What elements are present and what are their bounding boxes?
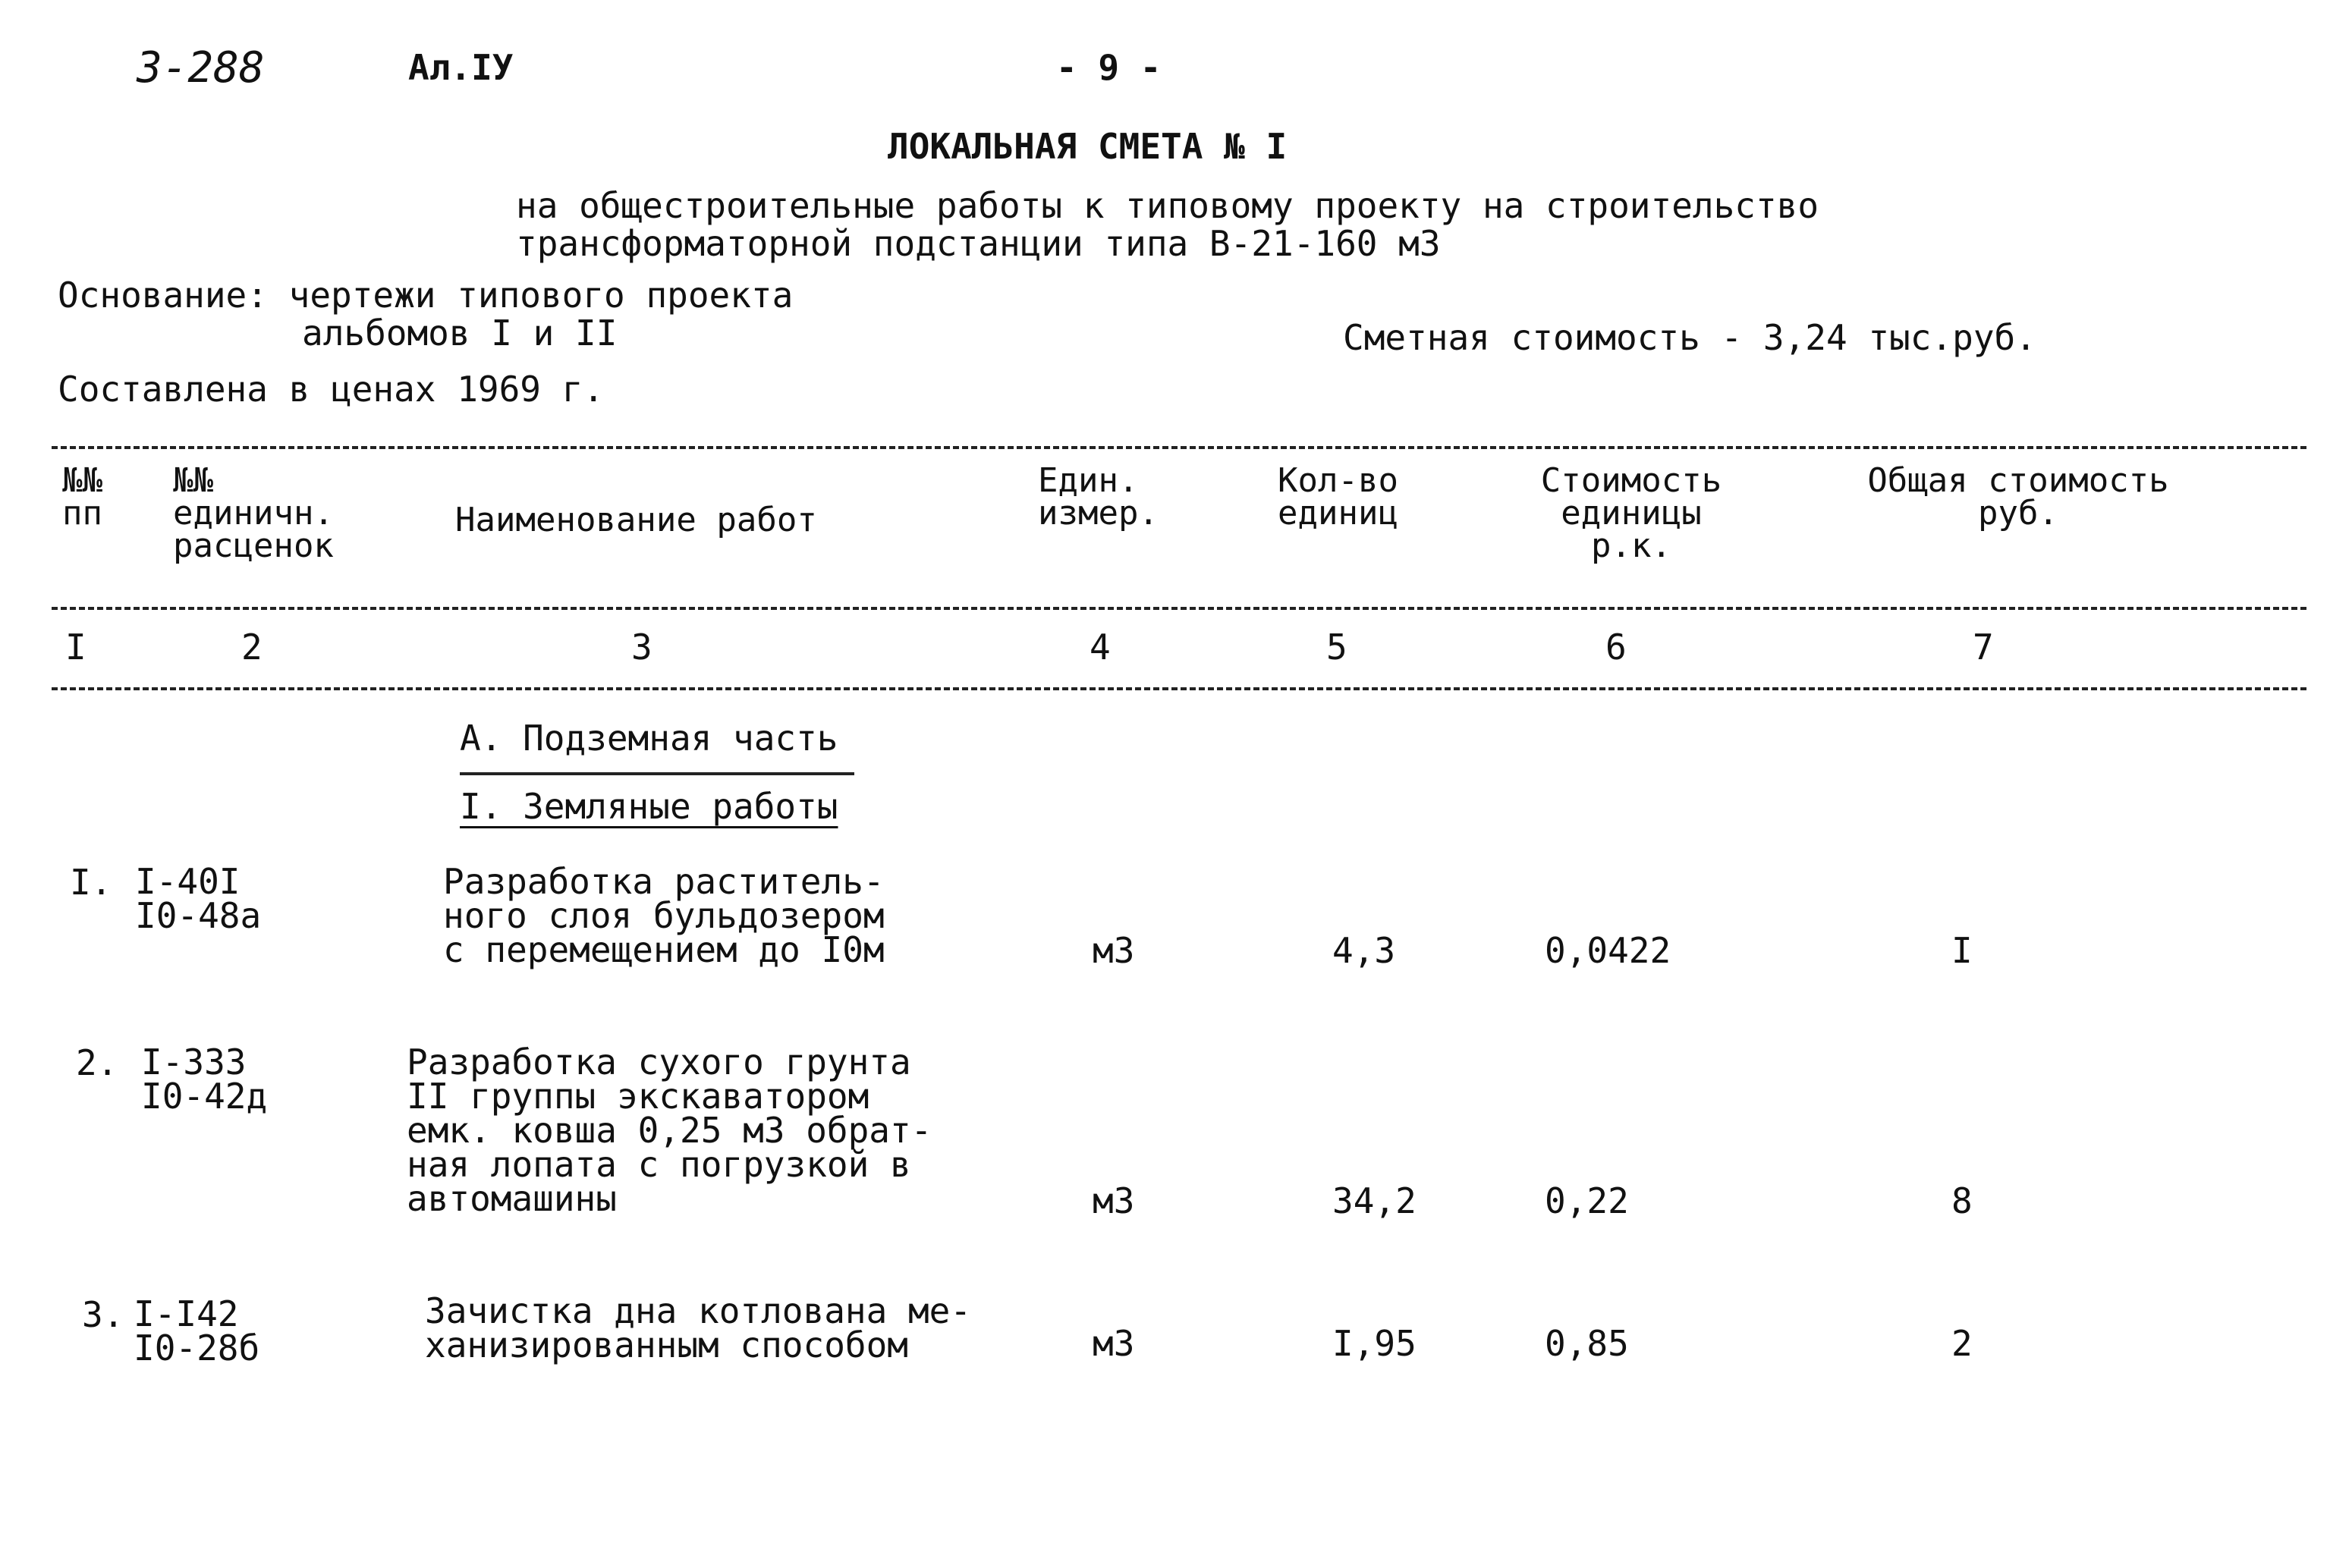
section-heading: А. Подземная часть: [460, 718, 838, 759]
col-number-1: I: [65, 627, 86, 668]
subsection-heading: I. Земляные работы: [460, 786, 838, 827]
row3-unit-cost: 0,85: [1545, 1323, 1629, 1364]
table-top-rule: [52, 446, 2306, 449]
row3-unit: м3: [1093, 1323, 1135, 1364]
row3-total: 2: [1951, 1323, 1973, 1364]
col-number-2: 2: [241, 627, 263, 668]
row2-total: 8: [1951, 1180, 1973, 1221]
col-header-unit-cost: Стоимость единицы р.к.: [1540, 461, 1722, 566]
row1-unit-cost: 0,0422: [1545, 930, 1671, 971]
row2-unit-cost: 0,22: [1545, 1180, 1629, 1221]
table-numbers-rule: [52, 687, 2306, 690]
row3-rate-codes: I-I42 I0-28б: [134, 1293, 260, 1369]
basis-line1: Основание: чертежи типового проекта: [58, 275, 794, 316]
row2-rate-codes: I-333 I0-42д: [141, 1042, 268, 1117]
row3-number: 3.: [82, 1294, 124, 1335]
estimated-cost: Сметная стоимость - 3,24 тыс.руб.: [1343, 317, 2036, 358]
col-number-4: 4: [1090, 627, 1111, 668]
col-header-quantity: Кол-во единиц: [1278, 461, 1398, 533]
row3-quantity: I,95: [1332, 1323, 1417, 1364]
col-number-6: 6: [1605, 627, 1627, 668]
estimate-subtitle-line1: на общестроительные работы к типовому проекту на строительство: [516, 185, 1819, 226]
col-header-total-cost: Общая стоимость руб.: [1867, 461, 2169, 533]
document-code: 3-288: [137, 43, 265, 93]
row2-number: 2.: [76, 1042, 118, 1083]
table-header-rule: [52, 607, 2306, 610]
row1-work-name: Разработка раститель- ного слоя бульдозером с перемещением до I0м: [443, 861, 885, 971]
row1-unit: м3: [1093, 930, 1135, 971]
page-number: - 9 -: [1056, 47, 1162, 88]
row1-number: I.: [70, 862, 112, 903]
row1-rate-codes: I-40I I0-48а: [135, 861, 262, 937]
price-basis: Составлена в ценах 1969 г.: [58, 369, 605, 410]
row2-quantity: 34,2: [1332, 1180, 1417, 1221]
row3-work-name: Зачистка дна котлована ме- ханизированным способом: [425, 1290, 972, 1366]
album-label: Ал.IУ: [408, 47, 514, 88]
basis-line2: альбомов I и II: [302, 313, 618, 354]
col-header-number: №№ пп: [62, 461, 102, 533]
col-number-5: 5: [1326, 627, 1347, 668]
section-underline: [460, 772, 854, 775]
estimate-subtitle-line2: трансформаторной подстанции типа В-21-160 м3: [516, 223, 1441, 264]
col-number-7: 7: [1973, 627, 1994, 668]
col-header-unit: Един. измер.: [1038, 461, 1159, 533]
row1-total: I: [1951, 930, 1973, 971]
estimate-title: ЛОКАЛЬНАЯ СМЕТА № I: [888, 126, 1288, 167]
row2-unit: м3: [1093, 1180, 1135, 1221]
row1-quantity: 4,3: [1332, 930, 1396, 971]
col-header-work-name: Наименование работ: [455, 501, 817, 539]
col-number-3: 3: [631, 627, 652, 668]
col-header-rate-codes: №№ единичн. расценок: [173, 461, 334, 566]
row2-work-name: Разработка сухого грунта II группы экскаватором емк. ковша 0,25 м3 обрат- ная лопата с погрузкой в автомашины: [407, 1042, 932, 1220]
